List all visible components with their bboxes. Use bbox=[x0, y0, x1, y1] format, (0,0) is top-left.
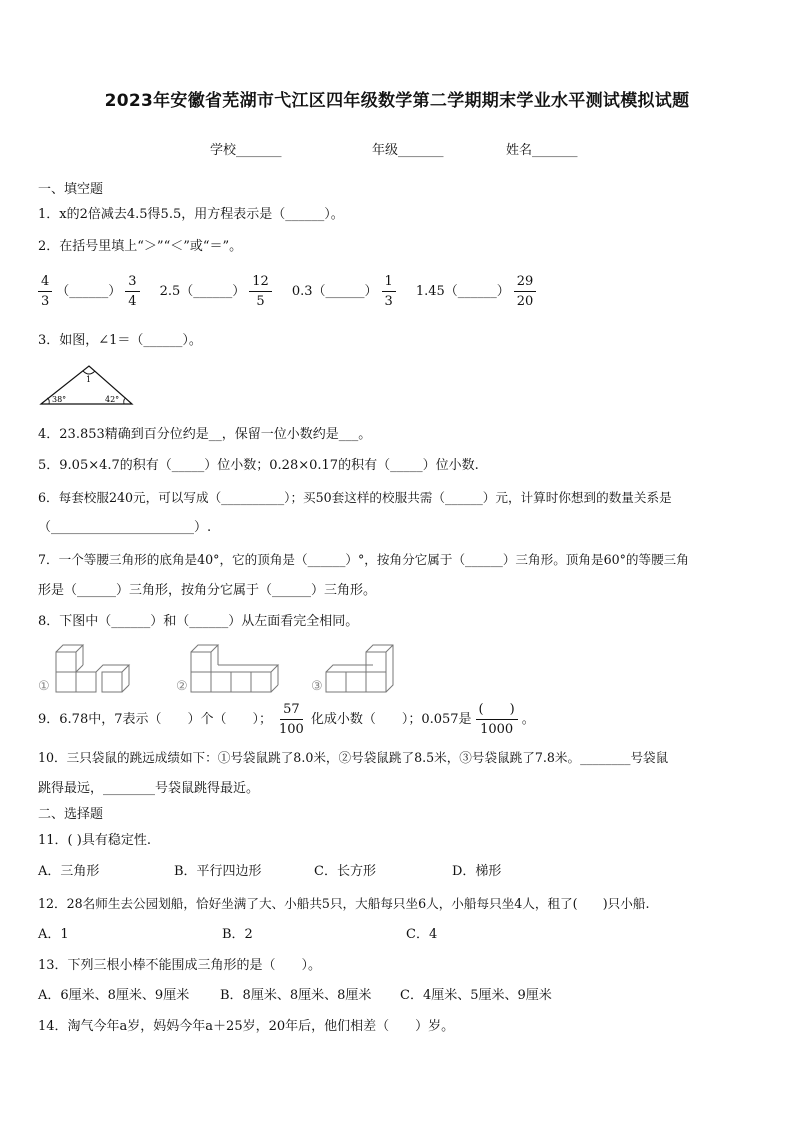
cube-figure-3 bbox=[326, 645, 393, 692]
question-6-line2: （______________________）. bbox=[38, 520, 212, 535]
question-10-line1: 10．三只袋鼠的跳远成绩如下：①号袋鼠跳了8.0米，②号袋鼠跳了8.5米，③号袋鼠跳了7.8米。________号袋鼠 bbox=[38, 750, 669, 765]
grade-label: 年级 bbox=[372, 143, 399, 158]
question-14: 14．淘气今年a岁，妈妈今年a＋25岁，20年后，他们相差（ ）岁。 bbox=[38, 1019, 455, 1034]
q11-option-c: C．长方形 bbox=[314, 864, 376, 879]
q11-option-a: A．三角形 bbox=[38, 864, 100, 879]
compare-blank: （______） bbox=[444, 283, 510, 299]
q11-option-d: D．梯形 bbox=[452, 864, 502, 879]
left-angle-label: 38° bbox=[52, 395, 67, 404]
question-2: 2．在括号里填上“＞”“＜”或“＝”。 bbox=[38, 239, 243, 254]
question-8: 8．下图中（______）和（______）从左面看完全相同。 bbox=[38, 614, 359, 629]
fraction: $\frac{4}{3}$ bbox=[38, 274, 52, 309]
compare-blank: （______） bbox=[312, 283, 378, 299]
figure-label-2: ② bbox=[176, 679, 188, 694]
section-choice: 二、选择题 bbox=[38, 807, 104, 822]
page-title: 2023年安徽省芜湖市弋江区四年级数学第二学期期末学业水平测试模拟试题 bbox=[104, 91, 690, 111]
q12-option-c: C．4 bbox=[406, 927, 438, 942]
fraction: $\frac{3}{4}$ bbox=[125, 274, 139, 309]
question-9-part-c: 。 bbox=[521, 711, 535, 727]
decimal: 1.45 bbox=[415, 283, 445, 299]
question-1: 1．x的2倍减去4.5得5.5，用方程表示是（______）。 bbox=[38, 207, 344, 222]
fraction-blank: $\frac{( )}{1000}$ bbox=[476, 702, 518, 737]
fraction: $\frac{57}{100}$ bbox=[279, 702, 304, 737]
fraction: $\frac{12}{5}$ bbox=[249, 274, 272, 309]
figure-label-1: ① bbox=[38, 679, 50, 694]
grade-field bbox=[372, 142, 444, 160]
name-blank: _______ bbox=[532, 143, 578, 158]
question-10-line2: 跳得最远，________号袋鼠跳得最近。 bbox=[38, 781, 260, 796]
question-7-line1: 7．一个等腰三角形的底角是40°，它的顶角是（______）°，按角分它属于（______）三角形。顶角是60°的等腰三角 bbox=[38, 552, 689, 567]
compare-blank: （______） bbox=[56, 283, 122, 299]
question-6-line1: 6．每套校服240元，可以写成（__________）；买50套这样的校服共需（______）元，计算时你想到的数量关系是 bbox=[38, 490, 672, 505]
right-angle-label: 42° bbox=[105, 395, 120, 404]
decimal: 2.5 bbox=[159, 283, 181, 299]
grade-blank: _______ bbox=[398, 143, 444, 158]
question-9-part-a: 9．6.78中，7表示（ ）个（ ）； bbox=[38, 711, 272, 727]
question-2-items bbox=[34, 274, 540, 309]
question-7-line2: 形是（______）三角形，按角分它属于（______）三角形。 bbox=[38, 583, 377, 598]
school-label: 学校 bbox=[210, 143, 237, 158]
compare-blank: （______） bbox=[180, 283, 246, 299]
question-9-part-b: 化成小数（ ）；0.057是 bbox=[310, 711, 472, 727]
school-field bbox=[210, 142, 282, 160]
angle-1-arc bbox=[83, 371, 95, 374]
question-3: 3．如图，∠1＝（______）。 bbox=[38, 333, 202, 348]
angle-1-label: 1 bbox=[86, 375, 92, 384]
cube-figure-2 bbox=[191, 645, 278, 692]
q13-option-a: A．6厘米、8厘米、9厘米 bbox=[38, 988, 190, 1003]
fraction: $\frac{29}{20}$ bbox=[514, 274, 537, 309]
question-5: 5．9.05×4.7的积有（_____）位小数；0.28×0.17的积有（_____）位小数. bbox=[38, 458, 479, 473]
school-blank: _______ bbox=[236, 143, 282, 158]
question-4: 4．23.853精确到百分位约是__，保留一位小数约是___。 bbox=[38, 427, 372, 442]
q11-option-b: B．平行四边形 bbox=[174, 864, 262, 879]
section-fill-blank: 一、填空题 bbox=[38, 182, 104, 197]
triangle-figure bbox=[36, 362, 136, 408]
question-12: 12．28名师生去公园划船，恰好坐满了大、小船共5只，大船每只坐6人，小船每只坐4人，租了( )只小船. bbox=[38, 896, 650, 911]
question-9 bbox=[38, 702, 535, 737]
figure-label-3: ③ bbox=[311, 679, 323, 694]
name-field bbox=[506, 142, 578, 160]
question-13: 13．下列三根小棒不能围成三角形的是（ ）。 bbox=[38, 958, 322, 973]
q12-option-b: B．2 bbox=[222, 927, 253, 942]
q13-option-c: C．4厘米、5厘米、9厘米 bbox=[400, 988, 552, 1003]
name-label: 姓名 bbox=[506, 143, 533, 158]
cube-figures bbox=[36, 640, 436, 698]
q13-option-b: B．8厘米、8厘米、8厘米 bbox=[220, 988, 372, 1003]
decimal: 0.3 bbox=[291, 283, 313, 299]
question-11: 11．( )具有稳定性. bbox=[38, 833, 151, 848]
q12-option-a: A．1 bbox=[38, 927, 69, 942]
fraction: $\frac{1}{3}$ bbox=[382, 274, 396, 309]
cube-figure-1 bbox=[56, 645, 129, 692]
